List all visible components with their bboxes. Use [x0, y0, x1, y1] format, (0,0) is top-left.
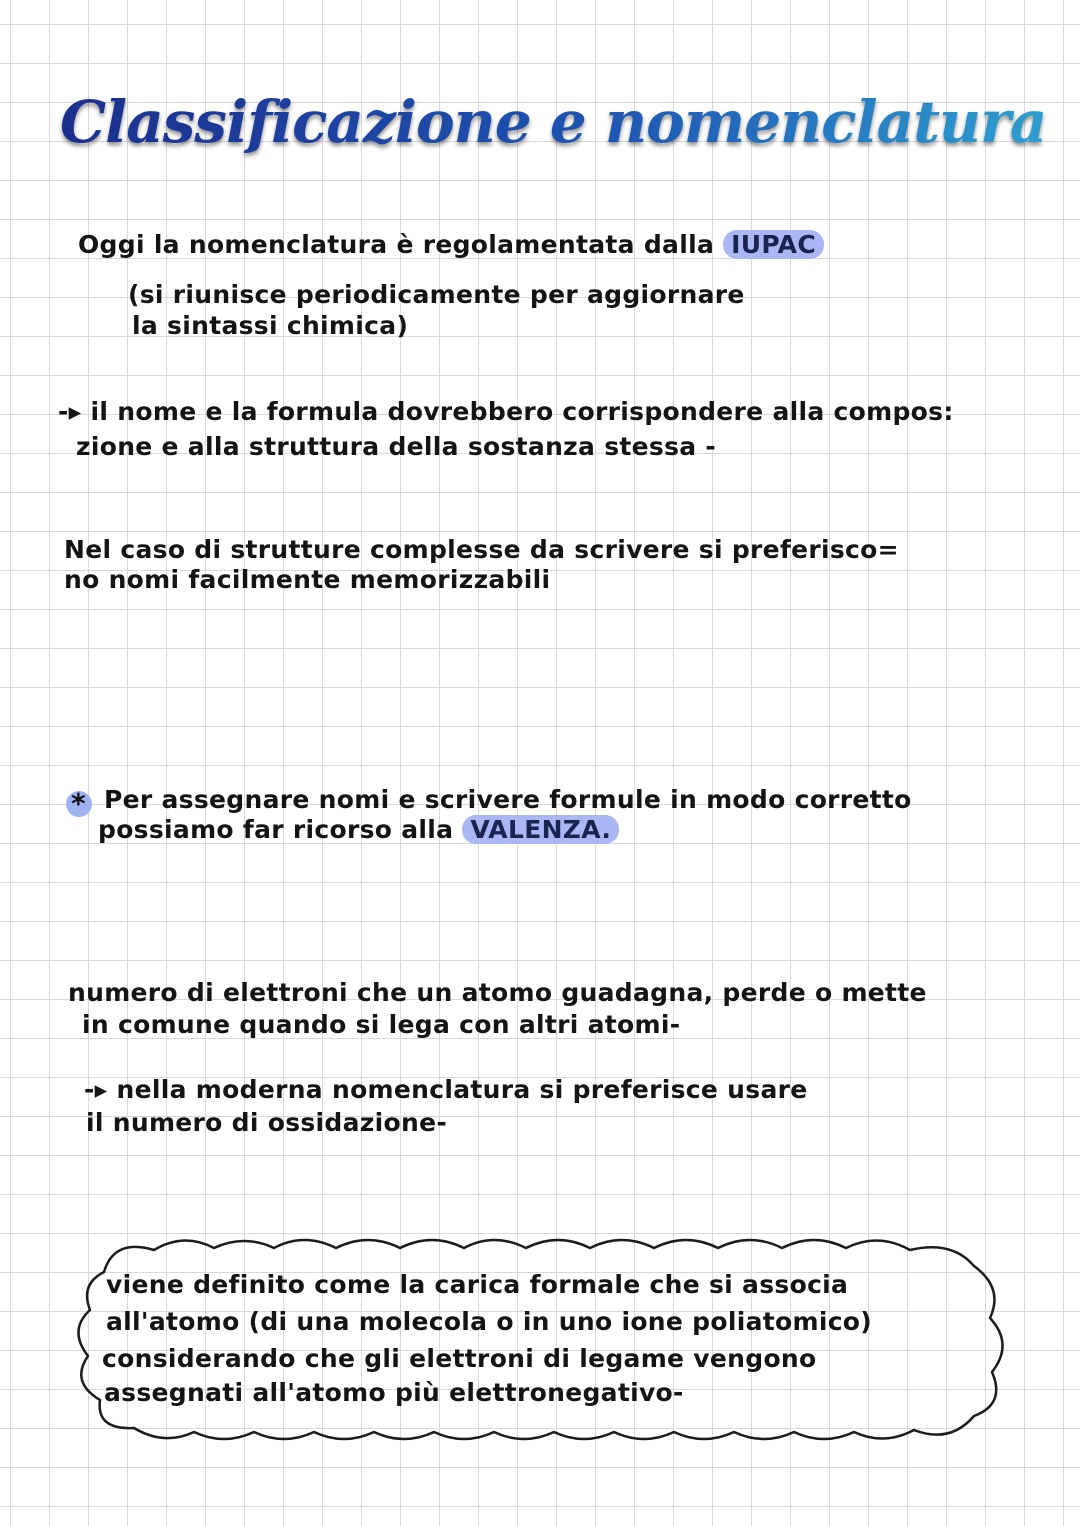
cloud-line-4: assegnati all'atomo più elettronegativo-	[104, 1378, 684, 1407]
definition-line-1: numero di elettroni che un atomo guadagna, perde o mette	[68, 978, 927, 1007]
definition-line-2: in comune quando si lega con altri atomi-	[82, 1010, 681, 1039]
rule-line-2: zione e alla struttura della sostanza stessa -	[76, 432, 717, 461]
cloud-outline-icon	[74, 1232, 1014, 1448]
star-bullet-icon	[66, 791, 92, 817]
modern-line-2: il numero di ossidazione-	[86, 1108, 448, 1137]
intro-note-line-2: la sintassi chimica)	[132, 311, 409, 340]
valence-line-2	[98, 815, 619, 844]
rule-line-1: -▸ il nome e la formula dovrebbero corrispondere alla compos:	[58, 397, 954, 426]
intro-note-line-1: (si riunisce periodicamente per aggiornare	[128, 280, 745, 309]
page-title: Classificazione e nomenclatura	[60, 88, 1050, 156]
valenza-highlight: VALENZA.	[462, 815, 619, 844]
intro-text: Oggi la nomenclatura è regolamentata dalla	[78, 230, 715, 259]
valence-text: possiamo far ricorso alla	[98, 815, 454, 844]
intro-line	[78, 230, 824, 259]
modern-line-1: -▸ nella moderna nomenclatura si preferisce usare	[84, 1075, 808, 1104]
iupac-highlight: IUPAC	[723, 230, 824, 259]
complex-line-1: Nel caso di strutture complesse da scrivere si preferisco=	[64, 535, 899, 564]
valence-line-1: Per assegnare nomi e scrivere formule in modo corretto	[104, 785, 912, 814]
complex-line-2: no nomi facilmente memorizzabili	[64, 565, 551, 594]
cloud-line-3: considerando che gli elettroni di legame vengono	[102, 1344, 817, 1373]
cloud-line-1: viene definito come la carica formale che si associa	[106, 1270, 849, 1299]
cloud-line-2: all'atomo (di una molecola o in uno ione poliatomico)	[106, 1307, 873, 1336]
title-container	[60, 88, 1050, 178]
